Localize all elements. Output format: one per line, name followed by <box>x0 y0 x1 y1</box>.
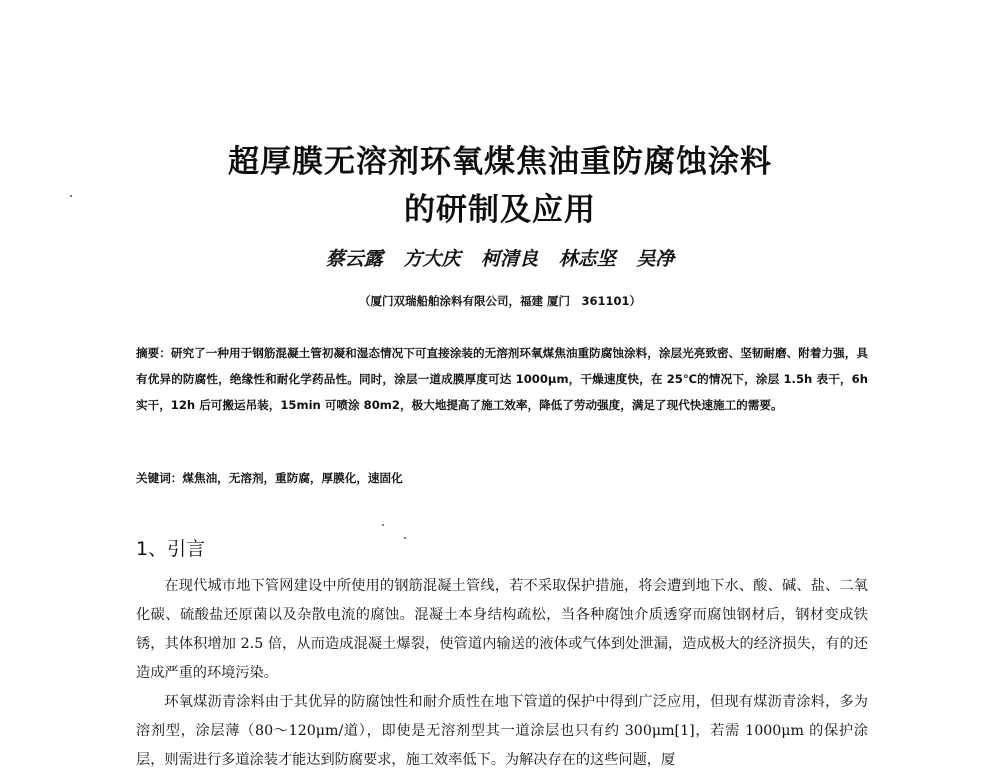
keywords-label: 关键词： <box>136 471 183 485</box>
authors: 蔡云露 方大庆 柯清良 林志坚 吴净 <box>325 248 675 270</box>
affiliation: （厦门双瑞船舶涂料有限公司，福建 厦门 361101） <box>358 294 641 308</box>
paragraph: 在现代城市地下管网建设中所使用的钢筋混凝土管线，若不采取保护措施，将会遭到地下水、酸、碱、盐、二氧化碳、硫酸盐还原菌以及杂散电流的腐蚀。混凝土本身结构疏松，当各种腐蚀介质透穿而腐蚀钢材后，钢材变成铁锈，其体积增加 2.5 倍，从而造成混凝土爆裂，使管道内输送的液体或气体到处泄漏，造成极大的经济损失，有的还造成严重的环境污染。 <box>136 578 868 681</box>
scan-speck <box>404 537 406 539</box>
keywords <box>136 470 868 486</box>
abstract-text: 研究了一种用于钢筋混凝土管初凝和湿态情况下可直接涂装的无溶剂环氧煤焦油重防腐蚀涂料，涂层光亮致密、坚韧耐磨、附着力强，具有优异的防腐性，绝缘性和耐化学药品性。同时，涂层一道成膜厚度可达 1000μm，干燥速度快，在 25℃的情况下，涂层 1.5h 表干，6h 实干，12h 后可搬运吊装，15min 可喷涂 80m2，极大地提高了施工效率，降低了劳动强度，满足了现代快速施工的需要。 <box>136 346 868 412</box>
scan-speck <box>382 524 384 526</box>
keywords-text: 煤焦油，无溶剂，重防腐，厚膜化，速固化 <box>182 471 403 485</box>
paper-title-line-2: 的研制及应用 <box>404 192 596 228</box>
paper-title-line-1: 超厚膜无溶剂环氧煤焦油重防腐蚀涂料 <box>228 144 772 180</box>
paragraph: 环氧煤沥青涂料由于其优异的防腐蚀性和耐介质性在地下管道的保护中得到广泛应用，但现有煤沥青涂料，多为溶剂型，涂层薄（80～120μm/道），即使是无溶剂型其一道涂层也只有约 300μm[1]，若需 1000μm 的保护涂层，则需进行多道涂装才能达到防腐要求，施工效率低下。为解决存在的这些问题，厦 <box>136 694 868 768</box>
section-heading: 1、引言 <box>136 538 206 560</box>
abstract <box>136 340 868 418</box>
abstract-label: 摘要： <box>136 346 171 360</box>
body-text <box>136 572 868 775</box>
